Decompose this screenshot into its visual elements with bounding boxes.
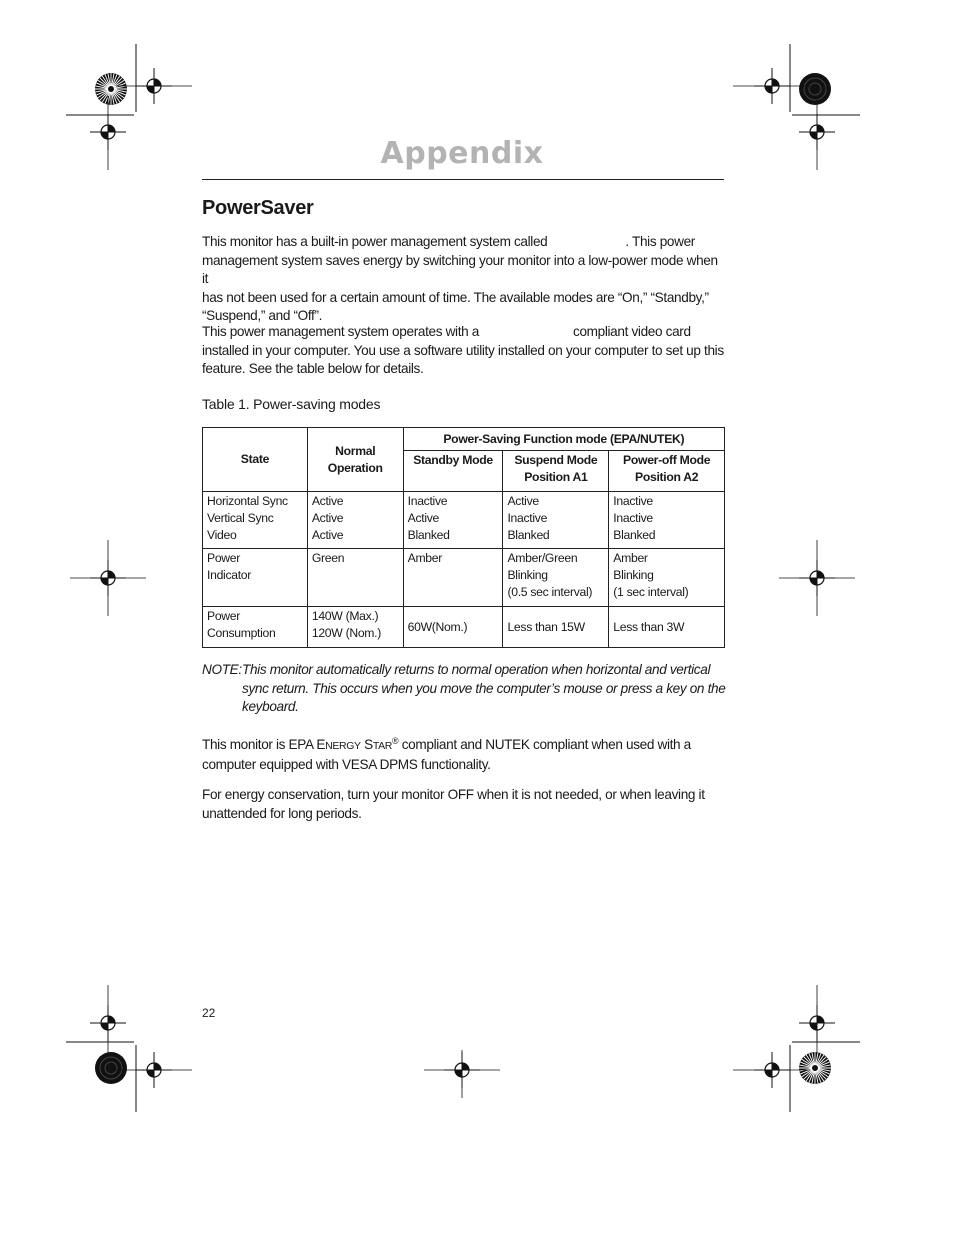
cell-off [609,492,725,549]
star-rest: TAR [372,740,393,752]
cell-line: 120W (Nom.) [311,626,382,641]
note-line-3: keyboard. [242,699,299,715]
operation-line-3: feature. See the table below for details. [202,361,424,377]
cell-suspend [503,492,609,549]
chapter-header: Appendix [380,136,544,171]
operation-line-2: installed in your computer. You use a software utility installed on your computer to set up this [202,342,724,358]
cell-line: Inactive [407,494,448,508]
cell-line: Active [311,511,344,526]
energy-star-paragraph [202,732,726,774]
cell-line: Indicator [207,568,252,583]
header-off-line-2: Position A2 [635,469,699,484]
cell-off [609,607,725,648]
cell-line: Blanked [613,528,656,543]
header-power-off [609,451,725,492]
header-suspend-line-1: Suspend Mode [514,453,598,467]
cell-line: Amber/Green [507,551,578,565]
energy-rest: NERGY [325,740,361,752]
intro-line-2: management system saves energy by switching your monitor into a low-power mode when it [202,252,718,287]
cell-line: Power [207,551,241,565]
table-header-row [203,428,725,451]
cell-normal [307,492,403,549]
cell-line: Inactive [507,511,548,526]
energy-suffix: compliant and NUTEK compliant when used with a [398,737,691,752]
intro-line-3: has not been used for a certain amount of time. The available modes are “On,” “Standby,” [202,289,709,305]
cell-standby [403,492,503,549]
table-row-indicator [203,549,725,607]
cell-line: Blanked [507,528,550,543]
cell-suspend [503,607,609,648]
cell-state [203,549,308,607]
note-text [242,661,728,717]
header-standby: Standby Mode [403,451,503,492]
cell-normal [307,549,403,607]
table-row-consumption [203,607,725,648]
header-suspend-line-2: Position A1 [524,469,588,484]
conservation-line-2: unattended for long periods. [202,805,362,821]
cell-line: Vertical Sync [207,511,274,526]
conservation-line-1: For energy conservation, turn your monitor OFF when it is not needed, or when leaving it [202,787,705,802]
cell-line: Amber [613,551,648,565]
cell-line: Power [207,609,241,623]
cell-line: (1 sec interval) [613,585,689,600]
header-normal-line-1: Normal [335,444,376,458]
cell-normal [307,607,403,648]
header-state: State [203,428,308,492]
cell-line: Less than 15W [507,619,585,634]
cell-suspend [503,549,609,607]
cell-line: Active [311,494,344,508]
cell-line: 60W(Nom.) [407,619,468,634]
cell-state [203,607,308,648]
cell-off [609,549,725,607]
note-line-2: sync return. This occurs when you move the computer’s mouse or press a key on the [242,680,726,696]
cell-line: Green [311,551,345,565]
cell-line: Active [311,528,344,543]
conservation-paragraph [202,786,726,823]
cell-line: Less than 3W [613,619,685,634]
cell-line: Inactive [613,494,653,508]
star-S: S [364,737,373,752]
energy-E: E [316,737,326,752]
operation-line-1a: This power management system operates with a [202,324,479,339]
table-caption: Table 1. Power-saving modes [202,396,381,412]
cell-standby [403,607,503,648]
cell-line: Video [207,528,237,543]
energy-prefix: This monitor is EPA [202,737,317,752]
cell-line: Blinking [507,568,548,583]
cell-line: Inactive [613,511,653,526]
cell-line: 140W (Max.) [311,609,379,623]
power-saving-modes-table [202,427,725,648]
cell-line: Blanked [407,528,450,543]
page-number: 22 [202,1006,216,1020]
cell-standby [403,549,503,607]
cell-line: Amber [407,551,443,565]
cell-state [203,492,308,549]
intro-line-4: “Suspend,” and “Off”. [202,308,323,324]
cell-line: Consumption [207,626,276,641]
cell-line: Horizontal Sync [207,494,288,508]
header-off-line-1: Power-off Mode [623,453,711,467]
cell-line: Active [407,511,440,526]
registered-mark: ® [392,736,399,746]
cell-line: Active [507,494,539,508]
header-normal [307,428,403,492]
operation-line-1b: compliant video card [573,324,691,339]
header-rule [202,179,724,180]
header-suspend [503,451,609,492]
section-title: PowerSaver [202,197,314,219]
cell-line: Blinking [613,568,654,583]
cell-line: (0.5 sec interval) [507,585,593,600]
intro-paragraph [202,233,726,326]
intro-line-1a: This monitor has a built-in power management system called [202,234,548,249]
note-line-1: This monitor automatically returns to normal operation when horizontal and vertical [242,662,711,677]
header-normal-line-2: Operation [327,460,383,475]
table-row-sync [203,492,725,549]
header-power-saving-group: Power-Saving Function mode (EPA/NUTEK) [403,428,724,451]
operation-paragraph [202,323,726,379]
note-label: NOTE: [202,662,242,677]
energy-line-2: computer equipped with VESA DPMS functionality. [202,756,491,772]
intro-line-1b: . This power [625,234,695,249]
